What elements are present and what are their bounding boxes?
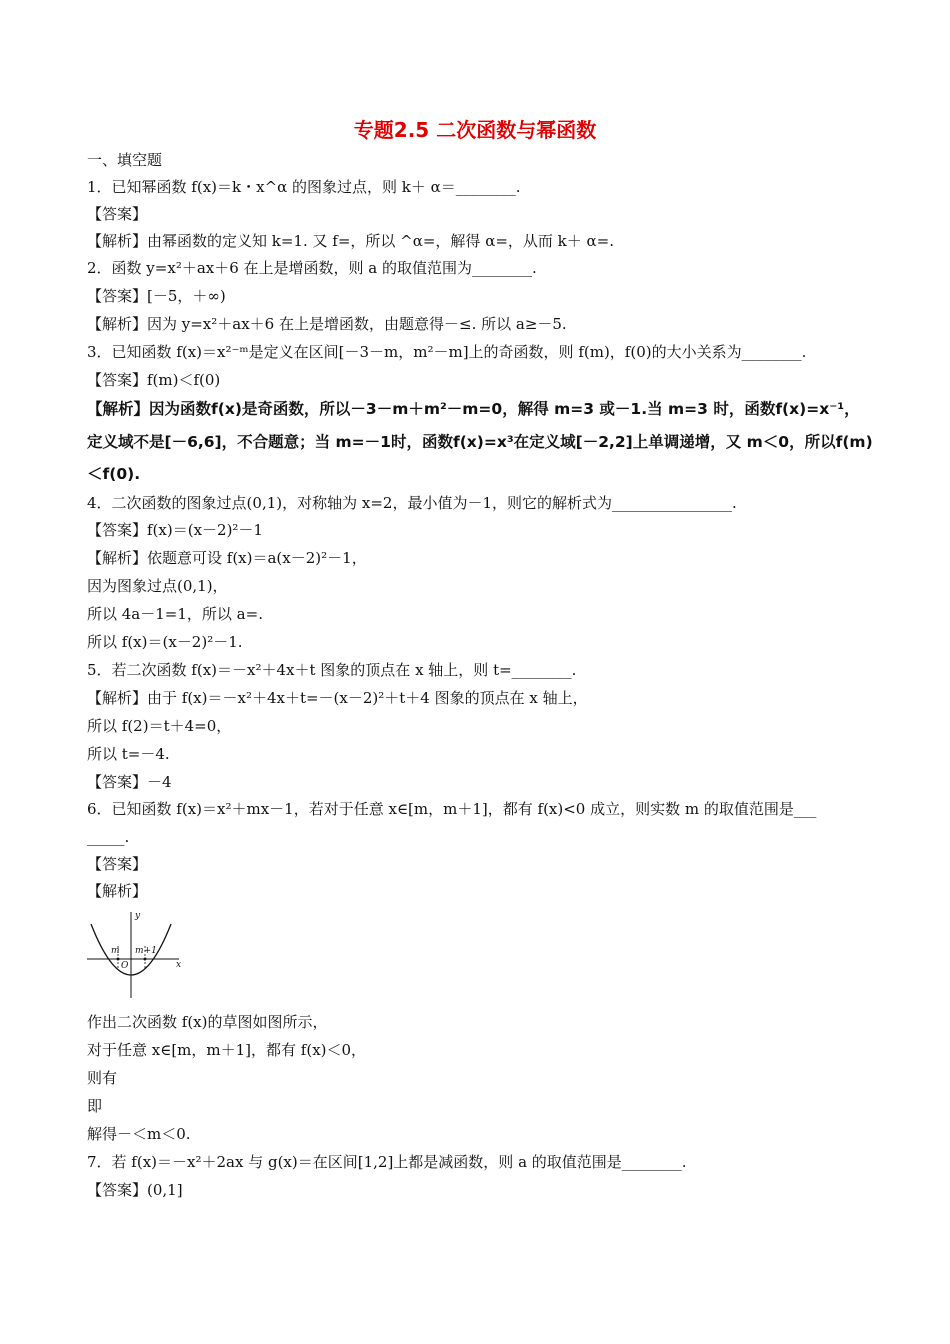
page-title: 专题2.5 二次函数与幂函数 — [353, 118, 597, 142]
text-line: 【解析】因为 y=x²＋ax＋6 在上是增函数，由题意得－≤. 所以 a≥－5. — [87, 315, 567, 333]
text-line: 【解析】 — [87, 882, 148, 900]
text-line: 所以 f(x)＝(x－2)²－1. — [87, 633, 243, 651]
section-heading: 一、填空题 — [87, 151, 163, 169]
text-line: ＜f(0). — [87, 465, 141, 483]
text-line: 则有 — [87, 1069, 118, 1087]
text-line: 【答案】[－5，＋∞) — [87, 287, 226, 305]
text-line: 所以 f(2)＝t＋4=0， — [87, 717, 232, 735]
text-line: 【答案】－4 — [87, 773, 172, 791]
text-line: 4．二次函数的图象过点(0,1)，对称轴为 x=2，最小值为－1，则它的解析式为________________. — [87, 494, 737, 512]
text-line: 【解析】依题意可设 f(x)＝a(x－2)²－1， — [87, 549, 367, 567]
origin-label: O — [121, 961, 129, 971]
text-line: 【解析】由于 f(x)＝－x²＋4x＋t=－(x－2)²＋t＋4 图象的顶点在 x 轴上， — [87, 689, 588, 707]
text-line: _____. — [87, 828, 130, 846]
parabola-figure — [85, 908, 185, 1002]
text-line: 1．已知幂函数 f(x)＝k・x^α 的图象过点，则 k＋ α＝________. — [87, 178, 521, 196]
text-line: 【答案】(0,1] — [87, 1181, 183, 1199]
text-line: 【答案】f(x)＝(x－2)²－1 — [87, 521, 263, 539]
text-line: 3．已知函数 f(x)＝x²⁻ᵐ是定义在区间[－3－m，m²－m]上的奇函数，则 f(m)，f(0)的大小关系为________. — [87, 343, 807, 361]
text-line: 即 — [87, 1097, 103, 1115]
text-line: 6．已知函数 f(x)＝x²＋mx－1，若对于任意 x∈[m，m＋1]，都有 f(x)<0 成立，则实数 m 的取值范围是___ — [87, 800, 817, 818]
text-line: 因为图象过点(0,1)， — [87, 577, 228, 595]
text-line: 定义域不是[－6,6]，不合题意；当 m=－1时，函数f(x)=x³在定义域[－2,2]上单调递增，又 m＜0，所以f(m) — [87, 433, 873, 451]
text-line: 解得－＜m＜0. — [87, 1125, 191, 1143]
text-line: 【答案】 — [87, 855, 148, 873]
text-line: 【答案】f(m)＜f(0) — [87, 371, 221, 389]
text-line: 2．函数 y=x²＋ax＋6 在上是增函数，则 a 的取值范围为________. — [87, 259, 537, 277]
m-label: m — [111, 946, 120, 956]
text-line: 所以 t=－4. — [87, 745, 170, 763]
y-axis-label: y — [135, 911, 141, 921]
m-point — [117, 958, 120, 961]
text-line: 7．若 f(x)＝－x²＋2ax 与 g(x)＝在区间[1,2]上都是减函数，则 a 的取值范围是________. — [87, 1153, 687, 1171]
x-axis-label: x — [176, 960, 182, 970]
text-line: 5．若二次函数 f(x)＝－x²＋4x＋t 图象的顶点在 x 轴上，则 t=________. — [87, 661, 577, 679]
text-line: 所以 4a－1=1，所以 a=. — [87, 605, 263, 623]
text-line: 【解析】由幂函数的定义知 k=1. 又 f=，所以 ^α=，解得 α=，从而 k＋ α=. — [87, 232, 614, 250]
m1-point — [144, 958, 147, 961]
m1-label: m+1 — [135, 946, 157, 956]
text-line: 【答案】 — [87, 205, 148, 223]
text-line: 【解析】因为函数f(x)是奇函数，所以－3－m＋m²－m=0，解得 m=3 或－1.当 m=3 时，函数f(x)=x⁻¹， — [87, 400, 860, 418]
text-line: 作出二次函数 f(x)的草图如图所示， — [87, 1013, 328, 1031]
text-line: 对于任意 x∈[m，m＋1]，都有 f(x)＜0， — [87, 1041, 367, 1059]
